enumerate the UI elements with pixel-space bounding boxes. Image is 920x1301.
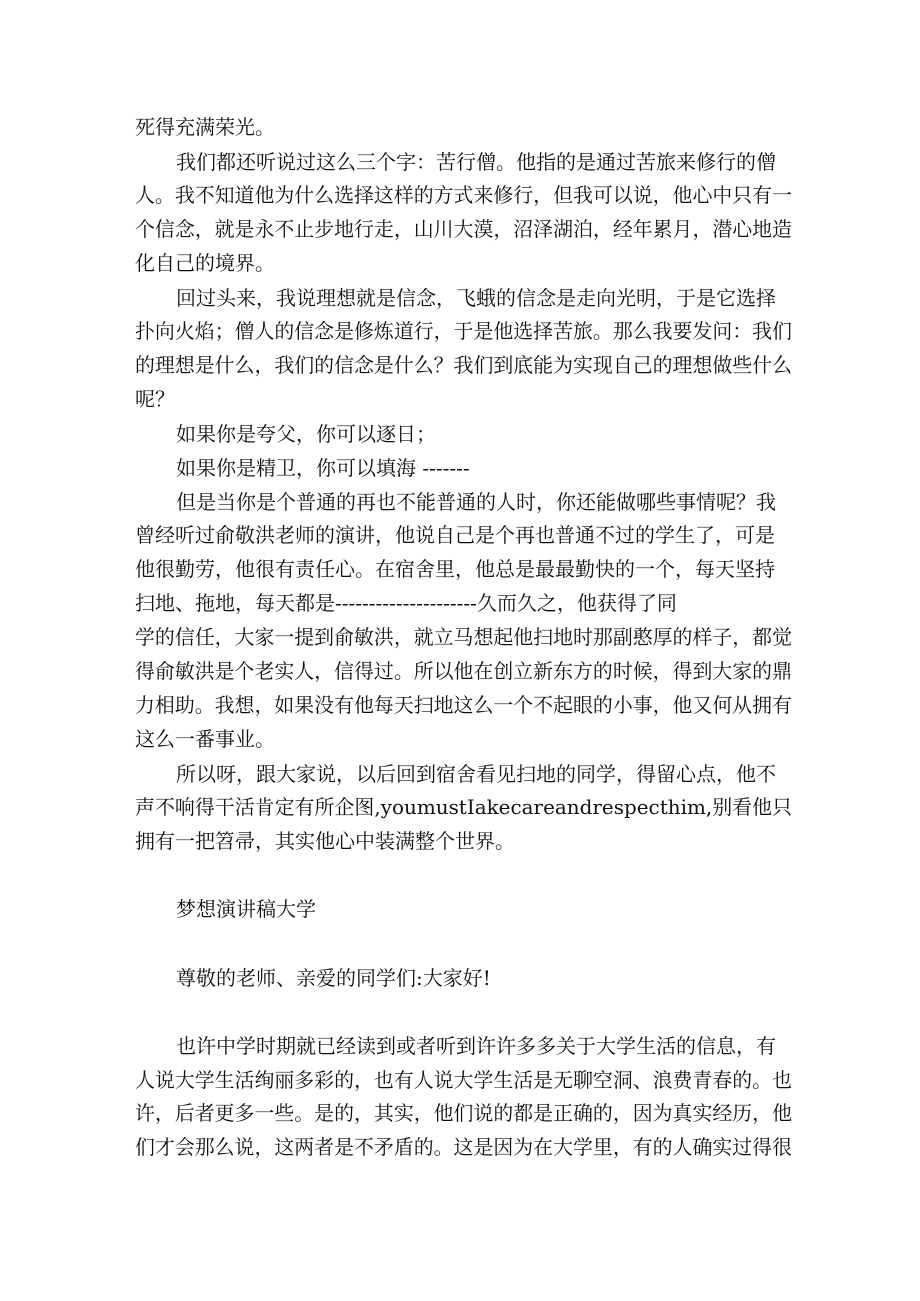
- text-line: [135, 183, 920, 207]
- text-line: [135, 795, 920, 819]
- text-line: [135, 727, 920, 751]
- text-line: [135, 115, 920, 139]
- text-line: [135, 319, 920, 343]
- text-line: [135, 387, 920, 411]
- text-line-content: 他很勤劳，他很有责任心。在宿舍里，他总是最最勤快的一个，每天坚持: [135, 557, 775, 581]
- text-line: [135, 217, 920, 241]
- text-line: [135, 659, 920, 683]
- text-line-content: 如果你是夸父，你可以逐日；: [176, 422, 436, 446]
- text-line-content: 得俞敏洪是个老实人，信得过。所以他在创立新东方的时候，得到大家的鼎: [135, 659, 792, 683]
- section-heading: [176, 897, 920, 921]
- text-line-content: 学的信任，大家一提到俞敏洪，就立马想起他扫地时那副憨厚的样子，都觉: [135, 625, 792, 649]
- text-line: [176, 762, 920, 786]
- text-line: [176, 456, 920, 480]
- text-line-content: 但是当你是个普通的再也不能普通的人时，你还能做哪些事情呢？我: [176, 490, 776, 514]
- salutation: [176, 966, 920, 990]
- text-line: [135, 1101, 920, 1125]
- text-line-content: 扑向火焰；僧人的信念是修炼道行，于是他选择苦旅。那么我要发问：我们: [135, 319, 792, 343]
- text-line-content: 所以呀，跟大家说，以后回到宿舍看见扫地的同学，得留心点，他不: [176, 762, 776, 786]
- text-line: [176, 150, 920, 174]
- text-line-content: 个信念，就是永不止步地行走，山川大漠，沼泽湖泊，经年累月，潜心地造: [135, 217, 792, 241]
- text-line-content: 人。我不知道他为什么选择这样的方式来修行，但我可以说，他心中只有一: [135, 183, 792, 207]
- text-line-content: 人说大学生活绚丽多彩的，也有人说大学生活是无聊空洞、浪费青春的。也: [135, 1068, 792, 1092]
- text-line-content: 许，后者更多一些。是的，其实，他们说的都是正确的，因为真实经历，他: [135, 1101, 792, 1125]
- text-line-content: 声不响得干活肯定有所企图,youmustIakecareandrespecthim,别看他只: [135, 795, 792, 819]
- text-line-content: 的理想是什么，我们的信念是什么？我们到底能为实现自己的理想做些什么: [135, 353, 792, 377]
- text-line: [135, 693, 920, 717]
- text-line: [135, 523, 920, 547]
- text-line-content: 们才会那么说，这两者是不矛盾的。这是因为在大学里，有的人确实过得很: [135, 1135, 792, 1159]
- text-line-content: 如果你是精卫，你可以填海 -------: [176, 456, 470, 480]
- section-heading-text: 梦想演讲稿大学: [176, 897, 316, 921]
- text-line: [135, 1135, 920, 1159]
- text-line: [176, 1034, 920, 1058]
- text-line-content: 力相助。我想，如果没有他每天扫地这么一个不起眼的小事，他又何从拥有: [135, 693, 792, 717]
- text-line-content: 死得充满荣光。: [135, 115, 275, 139]
- text-line: [135, 353, 920, 377]
- text-line: [135, 591, 920, 615]
- text-line: [135, 557, 920, 581]
- text-line-content: 回过头来，我说理想就是信念，飞蛾的信念是走向光明，于是它选择: [176, 286, 776, 310]
- text-line: [135, 625, 920, 649]
- text-line: [135, 829, 920, 853]
- salutation-text: 尊敬的老师、亲爱的同学们:大家好!: [176, 966, 491, 990]
- text-line: [135, 251, 920, 275]
- text-line: [176, 490, 920, 514]
- text-line-content: 化自己的境界。: [135, 251, 275, 275]
- text-line-content: 扫地、拖地，每天都是---------------------久而久之，他获得了同: [135, 591, 677, 615]
- text-line-content: 也许中学时期就已经读到或者听到许许多多关于大学生活的信息，有: [176, 1034, 776, 1058]
- text-line-content: 呢？: [135, 387, 175, 411]
- text-line-content: 这么一番事业。: [135, 727, 275, 751]
- text-line: [176, 286, 920, 310]
- text-line-content: 曾经听过俞敬洪老师的演讲，他说自己是个再也普通不过的学生了，可是: [135, 523, 775, 547]
- text-line-content: 我们都还听说过这么三个字：苦行僧。他指的是通过苦旅来修行的僧: [176, 150, 776, 174]
- text-line: [135, 1068, 920, 1092]
- text-line-content: 拥有一把笤帚，其实他心中装满整个世界。: [135, 829, 515, 853]
- text-line: [176, 422, 920, 446]
